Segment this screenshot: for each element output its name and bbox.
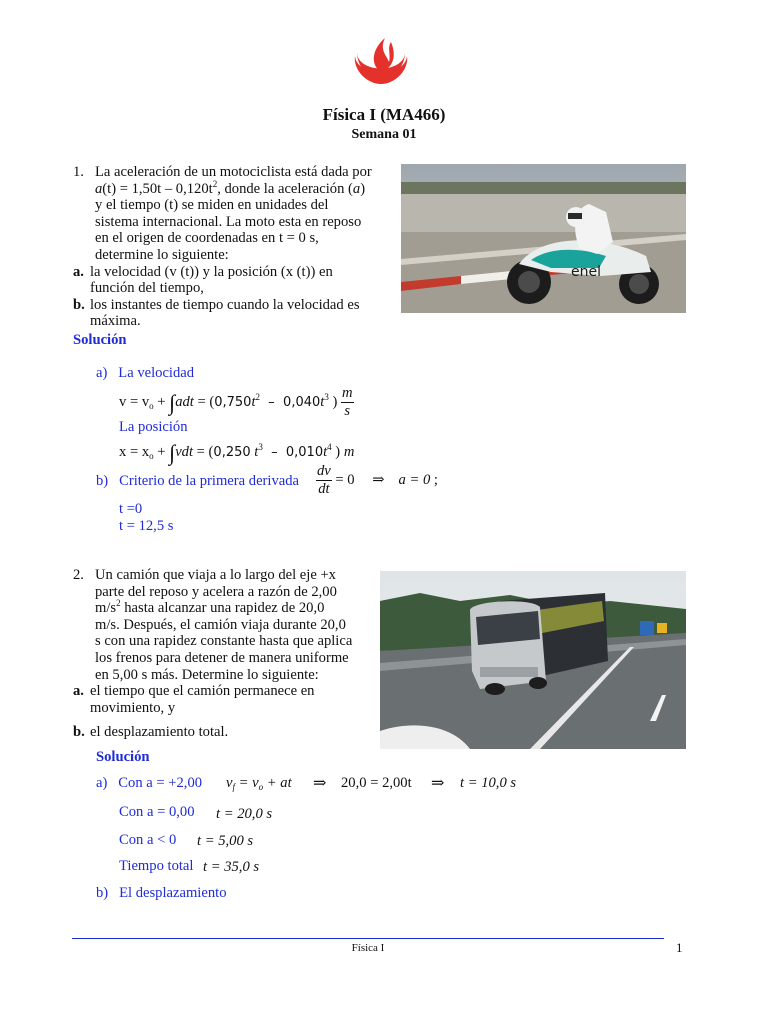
time-result-1: t = 10,0 s: [460, 775, 517, 791]
derivative-fraction: $\frac{dv}{dt}$: [317, 463, 331, 497]
derivative-criterion-equation: $\frac{dv}{dt}$ = 0 ⇒ a = 0 ;: [317, 463, 438, 497]
truck-on-highway-photo: [380, 571, 686, 749]
problem-1-solution-label: Solución: [73, 332, 127, 348]
problem-2-deceleration-label: Con a < 0: [119, 832, 177, 848]
problem-1-line: y el tiempo (t) se miden en unidades del: [95, 197, 329, 214]
problem-2-part-a-heading: a) Con a = +2,00: [96, 775, 203, 791]
problem-2-statement: 2. Un camión que viaja a lo largo del eje +x parte del reposo y acelera a razón de 2,00 $m/s^2$ hasta alcanzar una rapidez de 20,0 m/s. Después, el camión viaja durante 20,0 s con una rapidez constante hasta que aplica los frenos para detener de manera uniforme en 5,00 s más. Determine lo siguiente: a. el tiempo que el camión permanece en movimiento, y b. el desplazamiento total.: [73, 567, 369, 741]
position-equation: $x = x_o + \int vdt = (0,250$ $t^3 - 0,010t^4$ ) m: [119, 440, 355, 465]
footer-title: Física I: [351, 942, 385, 954]
problem-1-line: en el origen de coordenadas en t = 0 s,: [95, 230, 319, 247]
implies-arrow: ⇒: [313, 775, 327, 792]
kinematic-equation: $v_f = v_o$ + at: [226, 775, 292, 792]
problem-1-line: sistema internacional. La moto esta en reposo: [95, 213, 362, 230]
footer-rule: [72, 938, 664, 939]
problem-2-solution-label: Solución: [96, 749, 150, 765]
problem-1-line: determine lo siguiente:: [95, 246, 229, 263]
velocity-equation: $v = v_o + \int adt = (0,750t^2 - 0,040t^3$ ) $\frac{m}{s}$: [119, 385, 353, 419]
page-subtitle: Semana 01: [351, 127, 417, 142]
position-heading: La posición: [119, 419, 188, 435]
page-number: 1: [676, 940, 683, 955]
problem-1-part-a: a. la velocidad (v (t)) y la posición (x (t)) en función del tiempo,: [73, 263, 333, 297]
page-title: Física I (MA466): [322, 105, 446, 124]
problem-2-acceleration: $m/s^2$ hasta alcanzar una rapidez de 20,0: [95, 598, 325, 617]
problem-1-acceleration: $a(t) = 1,50t - 0,120t^2$, donde la aceleración (a): [95, 178, 366, 197]
time-result-total: t = 35,0 s: [203, 859, 260, 875]
velocity-unit-fraction: $\frac{m}{s}$: [342, 385, 353, 419]
problem-2-part-a: a. el tiempo que el camión permanece en movimiento, y: [73, 683, 315, 716]
problem-2-number: 2.: [73, 567, 84, 583]
problem-1-part-b: b. los instantes de tiempo cuando la velocidad es máxima.: [73, 296, 360, 330]
time-result-3: t = 5,00 s: [197, 833, 254, 849]
time-solution-1: t =0: [119, 501, 143, 517]
time-solution-2: t = 12,5 s: [119, 518, 174, 534]
problem-2-part-b-heading: b) El desplazamiento: [96, 885, 227, 901]
problem-1-part-a-heading: a) La velocidad: [96, 365, 195, 381]
problem-1-statement: [73, 164, 390, 330]
problem-1-number: 1.: [73, 164, 84, 180]
problem-2-total-time-label: Tiempo total: [119, 858, 194, 874]
acceleration-equation: 20,0 = 2,00t: [341, 775, 412, 791]
problem-2-constant-velocity-label: Con a = 0,00: [119, 804, 195, 820]
problem-1-part-b-heading: b) Criterio de la primera derivada: [96, 473, 300, 489]
university-logo: [351, 34, 411, 86]
implies-arrow: ⇒: [431, 775, 445, 792]
time-result-2: t = 20,0 s: [216, 806, 273, 822]
motorcycle-racer-photo: [401, 164, 686, 313]
problem-2-part-b: b. el desplazamiento total.: [73, 724, 229, 741]
svg-text:enel: enel: [571, 264, 601, 280]
problem-1-line: La aceleración de un motociclista está dada por: [95, 164, 372, 180]
